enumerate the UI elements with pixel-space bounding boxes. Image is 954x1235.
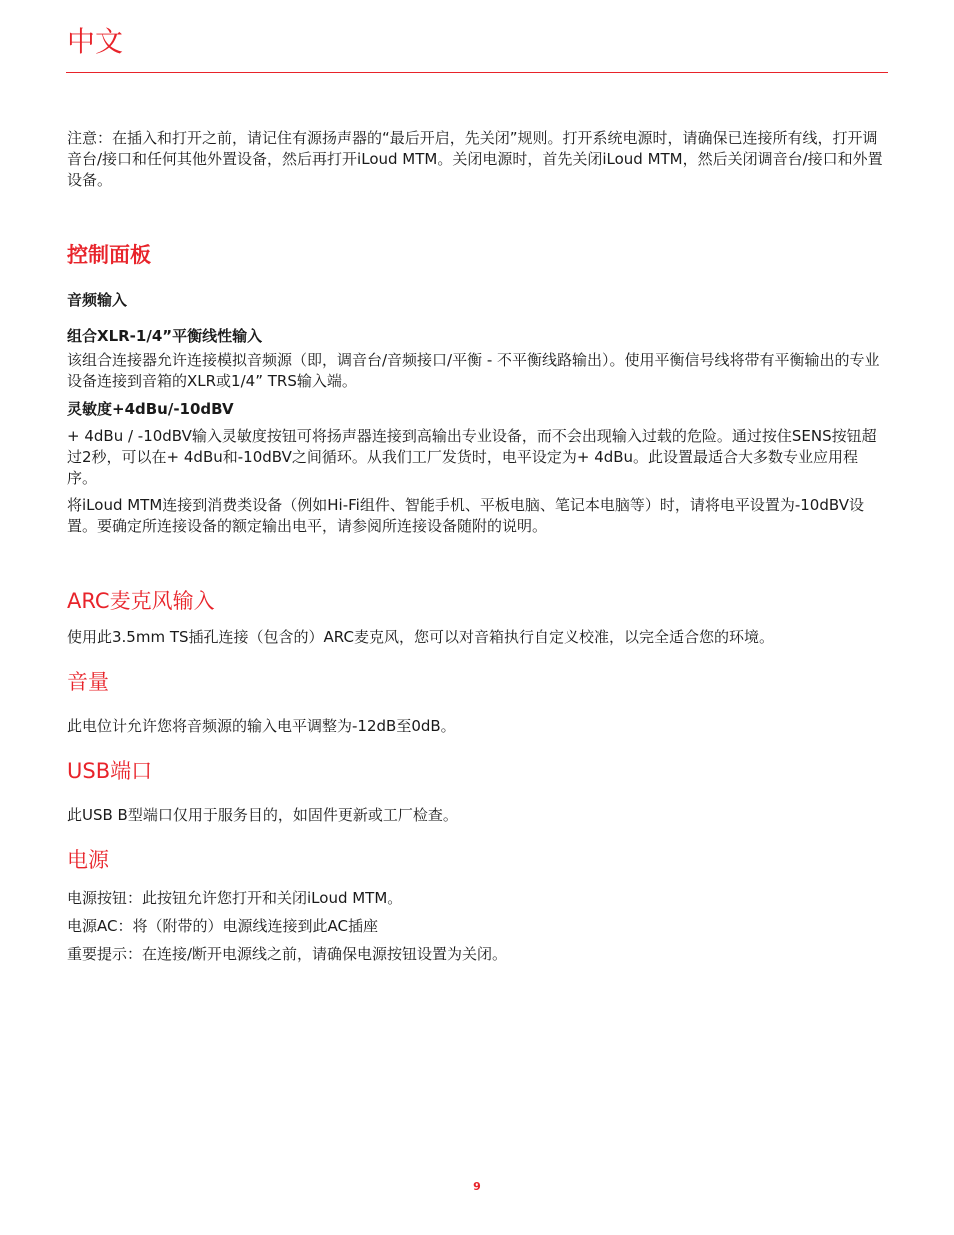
- sensitivity-text-2: 将iLoud MTM连接到消费类设备（例如Hi-Fi组件、智能手机、平板电脑、笔记本电脑等）时，请将电平设置为-10dBV设置。要确定所连接设备的额定输出电平，请参阅所连接设备随附的说明。: [67, 496, 864, 535]
- sensitivity-text-1: + 4dBu / -10dBV输入灵敏度按钮可将扬声器连接到高输出专业设备，而不会出现输入过载的危险。通过按住SENS按钮超过2秒，可以在+ 4dBu和-10dBV之间循环。从我们工厂发货时，电平设定为+ 4dBu。此设置最适合大多数专业应用程序。: [67, 427, 877, 487]
- audio-input-heading: 音频输入: [67, 291, 128, 309]
- volume-text: 此电位计允许您将音频源的输入电平调整为-12dB至0dB。: [67, 717, 456, 735]
- arc-mic-text: 使用此3.5mm TS插孔连接（包含的）ARC麦克风，您可以对音箱执行自定义校准，以完全适合您的环境。: [67, 628, 774, 646]
- power-ac-text: 电源AC：将（附带的）电源线连接到此AC插座: [67, 917, 378, 935]
- power-button-text: 电源按钮：此按钮允许您打开和关闭iLoud MTM。: [67, 889, 403, 907]
- title-divider: [66, 72, 888, 73]
- page-content: [67, 128, 888, 965]
- safety-note: 注意：在插入和打开之前，请记住有源扬声器的“最后开启，先关闭”规则。打开系统电源时，请确保已连接所有线，打开调音台/接口和任何其他外置设备，然后再打开iLoud MTM。关闭电源时，首先关闭iLoud MTM，然后关闭调音台/接口和外置设备。: [67, 129, 883, 189]
- arc-mic-heading: ARC麦克风输入: [67, 589, 215, 613]
- power-important-text: 重要提示：在连接/断开电源线之前，请确保电源按钮设置为关闭。: [67, 945, 508, 963]
- control-panel-heading: 控制面板: [67, 243, 151, 267]
- page-number: 9: [473, 1180, 481, 1193]
- usb-text: 此USB B型端口仅用于服务目的，如固件更新或工厂检查。: [67, 806, 458, 824]
- usb-heading: USB端口: [67, 759, 153, 783]
- sensitivity-heading: 灵敏度+4dBu/-10dBV: [67, 400, 234, 418]
- combo-input-heading: 组合XLR-1/4”平衡线性输入: [67, 327, 263, 345]
- power-heading: 电源: [67, 848, 109, 872]
- combo-input-text: 该组合连接器允许连接模拟音频源（即，调音台/音频接口/平衡 - 不平衡线路输出）。使用平衡信号线将带有平衡输出的专业设备连接到音箱的XLR或1/4” TRS输入端。: [67, 351, 880, 390]
- page-title: 中文: [67, 25, 124, 58]
- volume-heading: 音量: [67, 670, 109, 694]
